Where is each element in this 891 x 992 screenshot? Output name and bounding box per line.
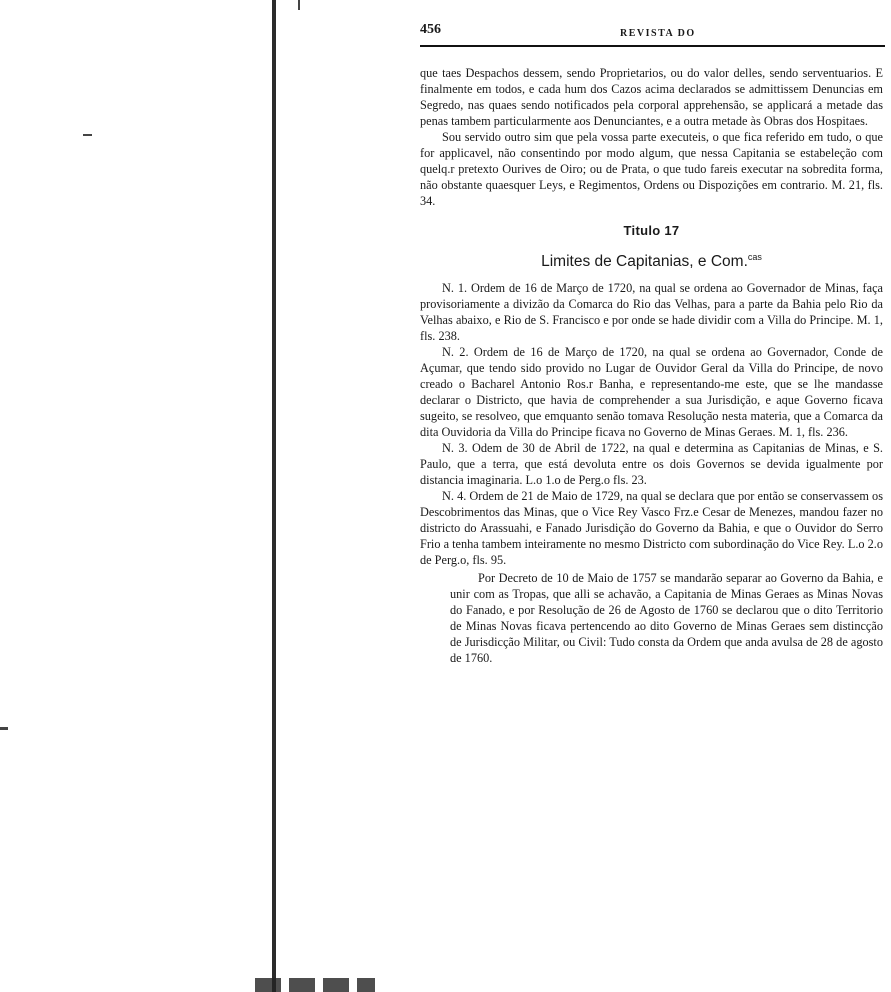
entry-n2: N. 2. Ordem de 16 de Março de 1720, na qual se ordena ao Governador, Conde de Açumar, que tendo sido provido no Lugar de Ouvidor Geral da Villa do Principe, de novo creado o Bacharel Antonio Ros.r Banha, e representando-me este, que se lhe mandasse declarar o Districto, que havia de comprehender a sua Jurisdição, e aque Governo ficava sugeito, se resolveo, que emquanto senão tomava Resolução nesta materia, que a Comarca da dita Ouvidoria da Villa do Principe ficava no Governo de Minas Geraes. M. 1, fls. 236. bbox=[420, 345, 883, 440]
margin-note: Por Decreto de 10 de Maio de 1757 se mandarão separar ao Governo da Bahia, e unir com as Tropas, que alli se achavão, a Capitania de Minas Geraes as Minas Novas do Fanado, e por Resolução de 26 de Agosto de 1760 se declarou que o dito Territorio de Minas Novas ficava pertencendo ao dito Governo de Minas Geraes sem distincção de Jurisdicção Militar, ou Civil: Tudo consta da Ordem que anda avulsa de 28 de agosto de 1760. bbox=[450, 571, 883, 666]
scan-mark bbox=[83, 134, 92, 136]
paragraph-continued: que taes Despachos dessem, sendo Proprietarios, ou do valor delles, sendo serventuarios. E finalmente em todos, e cada hum dos Cazos acima declarados se admittissem Denuncias em Segredo, nas quaes sendo notificados pela corporal apprehensão, se applicará a metade das penas tambem particularmente aos Denunciantes, e a outra metade às Obras dos Hospitaes. bbox=[420, 66, 883, 128]
document-page bbox=[420, 18, 885, 666]
page-header bbox=[420, 18, 885, 42]
section-subtitle bbox=[420, 249, 883, 270]
running-head: REVISTA DO bbox=[620, 28, 696, 39]
section-title: Titulo 17 bbox=[623, 223, 680, 238]
page-number: 456 bbox=[420, 22, 441, 37]
entry-n4: N. 4. Ordem de 21 de Maio de 1729, na qual se declara que por então se conservassem os Descobrimentos das Minas, que o Vice Rey Vasco Frz.e Cesar de Menezes, mandou fazer no districto do Arassuahi, e Fanado Jurisdição do Governo da Bahia, e que o Ouvidor do Serro Frio a tenha tambem inteiramente no mesmo Districto com subordinação do Vice Rey. L.o 2.o de Perg.o, fls. 95. bbox=[420, 489, 884, 568]
binding-gutter bbox=[272, 0, 276, 992]
header-rule bbox=[420, 45, 885, 47]
entry-n1: N. 1. Ordem de 16 de Março de 1720, na qual se ordena ao Governador de Minas, faça provisoriamente a divizão da Comarca do Rio das Velhas, para a parte da Bahia pelo Rio da Velhas abaixo, e Rio de S. Francisco e por onde se hade dividir com a Villa do Principe. M. 1, fls. 238. bbox=[420, 281, 883, 344]
scan-edge-strip bbox=[255, 978, 375, 992]
paragraph-order: Sou servido outro sim que pela vossa parte executeis, o que fica referido em tudo, o que for applicavel, não consentindo por modo algum, que nessa Capitania se estabeleção com quelq.r pretexto Ourives de Oiro; ou de Prata, o que tudo fareis executar na sobredita forma, não obstante quaesquer Leys, e Regimentos, Ordens ou Dispozições em contrario. M. 21, fls. 34. bbox=[420, 130, 883, 208]
scan-mark bbox=[298, 0, 300, 10]
scan-mark bbox=[0, 727, 8, 730]
entry-n3: N. 3. Odem de 30 de Abril de 1722, na qual e determina as Capitanias de Minas, e S. Paulo, que a terra, que está devoluta entre os dois Governos se devida igualmente por distancia imaginaria. L.o 1.o de Perg.o fls. 23. bbox=[420, 441, 883, 488]
subtitle-superscript: cas bbox=[747, 252, 762, 262]
page-body bbox=[420, 65, 883, 666]
subtitle-text: Limites de Capitanias, e Com. bbox=[541, 253, 748, 271]
